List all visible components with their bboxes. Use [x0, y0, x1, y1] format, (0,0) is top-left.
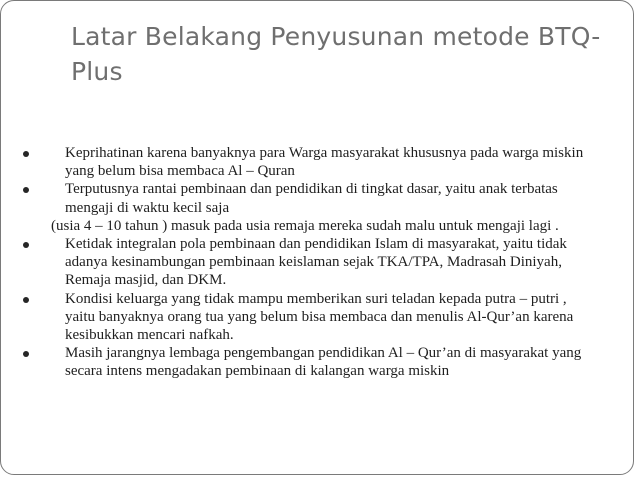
list-item-note	[1, 217, 634, 235]
bullet-dot-icon	[23, 297, 29, 303]
list-item-text: Ketidak integralan pola pembinaan dan pendidikan Islam di masyarakat, yaitu tidak adanya kesinambungan pembinaan keislaman sejak TKA/TPA, Madrasah Diniyah, Remaja masjid, dan DKM.	[65, 236, 567, 289]
bullet-dot-icon	[23, 351, 29, 357]
bullet-dot-icon	[23, 242, 29, 248]
list-item	[1, 290, 634, 345]
slide-title: Latar Belakang Penyusunan metode BTQ-Plus	[71, 22, 601, 86]
list-item	[1, 344, 634, 380]
bullet-dot-icon	[23, 151, 29, 157]
list-item-text: Terputusnya rantai pembinaan dan pendidikan di tingkat dasar, yaitu anak terbatas mengaji di waktu kecil saja	[65, 181, 558, 216]
list-item-text: Masih jarangnya lembaga pengembangan pendidikan Al – Qur’an di masyarakat yang secara intens mengadakan pembinaan di kalangan warga miskin	[65, 345, 582, 380]
list-item-note-text: (usia 4 – 10 tahun ) masuk pada usia remaja mereka sudah malu untuk mengaji lagi .	[51, 217, 559, 234]
list-item	[1, 235, 634, 290]
slide-content	[1, 144, 634, 381]
list-item	[1, 180, 634, 216]
list-item	[1, 144, 634, 180]
bullet-dot-icon	[23, 187, 29, 193]
list-item-text: Keprihatinan karena banyaknya para Warga masyarakat khususnya pada warga miskin yang belum bisa membaca Al – Quran	[65, 145, 584, 180]
list-item-text: Kondisi keluarga yang tidak mampu memberikan suri teladan kepada putra – putri , yaitu banyaknya orang tua yang belum bisa membaca dan menulis Al-Qur’an karena kesibukkan mencari nafkah.	[65, 290, 574, 344]
